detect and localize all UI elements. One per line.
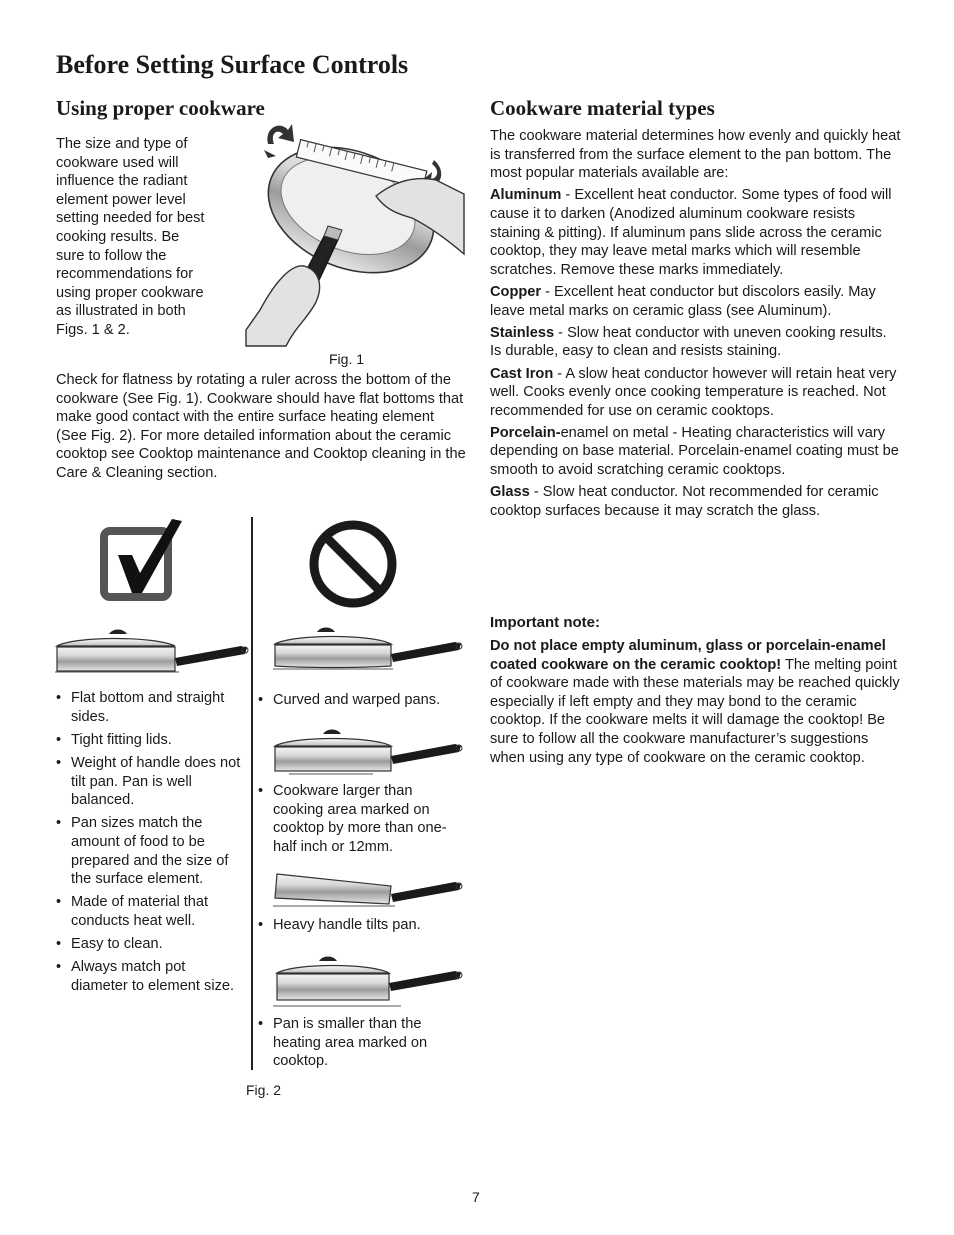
list-item: • Cookware larger than cooking area marked on cooktop by more than one-half inch or 12mm.: [258, 782, 463, 856]
bad-cookware-list-3: [258, 916, 463, 939]
list-item: • Weight of handle does not tilt pan. Pan is well balanced.: [56, 754, 242, 810]
ruler-flatness-illustration: [246, 114, 464, 346]
section-heading-cookware: Using proper cookware: [56, 96, 265, 120]
page-title: Before Setting Surface Controls: [56, 50, 409, 79]
bad-cookware-list-4: [258, 1015, 463, 1075]
list-item: • Heavy handle tilts pan.: [258, 916, 463, 935]
list-item: • Always match pot diameter to element size.: [56, 958, 242, 995]
list-item: • Made of material that conducts heat well.: [56, 893, 242, 930]
list-item: • Easy to clean.: [56, 935, 242, 954]
important-note-heading: Important note:: [490, 614, 600, 631]
section-heading-materials: Cookware material types: [490, 96, 715, 120]
flat-pan-good-icon: [55, 624, 255, 679]
materials-column: [490, 127, 902, 524]
material-cast-iron: Cast Iron - A slow heat conductor however will retain heat very well. Cooks evenly once cooking temperature is reached. Not recommended for use on ceramic cooktops.: [490, 365, 897, 419]
fig2-caption: Fig. 2: [246, 1082, 282, 1098]
tilted-pan-icon: [273, 868, 467, 912]
material-copper: Copper - Excellent heat conductor but discolors easily. May leave metal marks on ceramic glass (see Aluminum).: [490, 283, 876, 319]
prohibited-circle-icon: [308, 519, 398, 609]
material-porcelain: Porcelain-enamel on metal - Heating characteristics will vary depending on base material. Porcelain-enamel coating must be smooth to avoid scratching ceramic cooktops.: [490, 424, 899, 479]
list-item: • Tight fitting lids.: [56, 731, 242, 750]
large-pan-icon: [273, 730, 467, 780]
page-number: 7: [472, 1189, 480, 1205]
list-item: • Pan is smaller than the heating area marked on cooktop.: [258, 1015, 463, 1071]
good-cookware-list: [56, 689, 242, 1000]
list-item: • Curved and warped pans.: [258, 691, 463, 710]
material-aluminum: Aluminum - Excellent heat conductor. Some types of food will cause it to darken (Anodized aluminum cookware resists staining & pitting). If aluminum pans slide across the ceramic cooktop, they may leave metal marks which will resemble scratches. Remove these marks immediately.: [490, 187, 892, 278]
material-stainless: Stainless - Slow heat conductor with uneven cooking results. Is durable, easy to clean and resists staining.: [490, 324, 887, 360]
checkmark-box-icon: [100, 515, 186, 603]
important-note-text: Do not place empty aluminum, glass or porcelain-enamel coated cookware on the ceramic cooktop! The melting point of cookware made with these materials may be reached quickly especially if left empty and they may bond to the ceramic cooktop. If the cookware melts it will damage the cooktop! Be sure to follow all the cookware manufacturer’s suggestions when using any type of cookware on the ceramic cooktop.: [490, 638, 900, 766]
list-item: • Pan sizes match the amount of food to be prepared and the size of the surface element.: [56, 814, 242, 888]
intro-paragraph: The size and type of cookware used will influence the radiant element power level setting needed for best cooking results. Be sure to follow the recommendations for using proper cookware as illustrated in both Figs. 1 & 2.: [56, 136, 205, 338]
small-pan-icon: [273, 953, 467, 1009]
bad-cookware-list-2: [258, 782, 463, 861]
curved-pan-icon: [273, 624, 467, 674]
materials-intro: The cookware material determines how evenly and quickly heat is transferred from the surface element to the pan bottom. The most popular materials available are:: [490, 128, 901, 182]
left-hand: [246, 266, 320, 346]
bad-cookware-list-1: [258, 691, 463, 714]
material-glass: Glass - Slow heat conductor. Not recommended for ceramic cooktop surfaces because it may scratch the glass.: [490, 484, 879, 519]
fig1-caption: Fig. 1: [329, 351, 365, 367]
column-divider: [251, 517, 253, 1070]
list-item: • Flat bottom and straight sides.: [56, 689, 242, 726]
flatness-paragraph: Check for flatness by rotating a ruler across the bottom of the cookware (See Fig. 1). Cookware should have flat bottoms that make good contact with the entire surface heating element (See Fig. 2). For more detailed information about the ceramic cooktop see Cooktop maintenance and Cooktop cleaning in the Care & Cleaning section.: [56, 372, 466, 481]
